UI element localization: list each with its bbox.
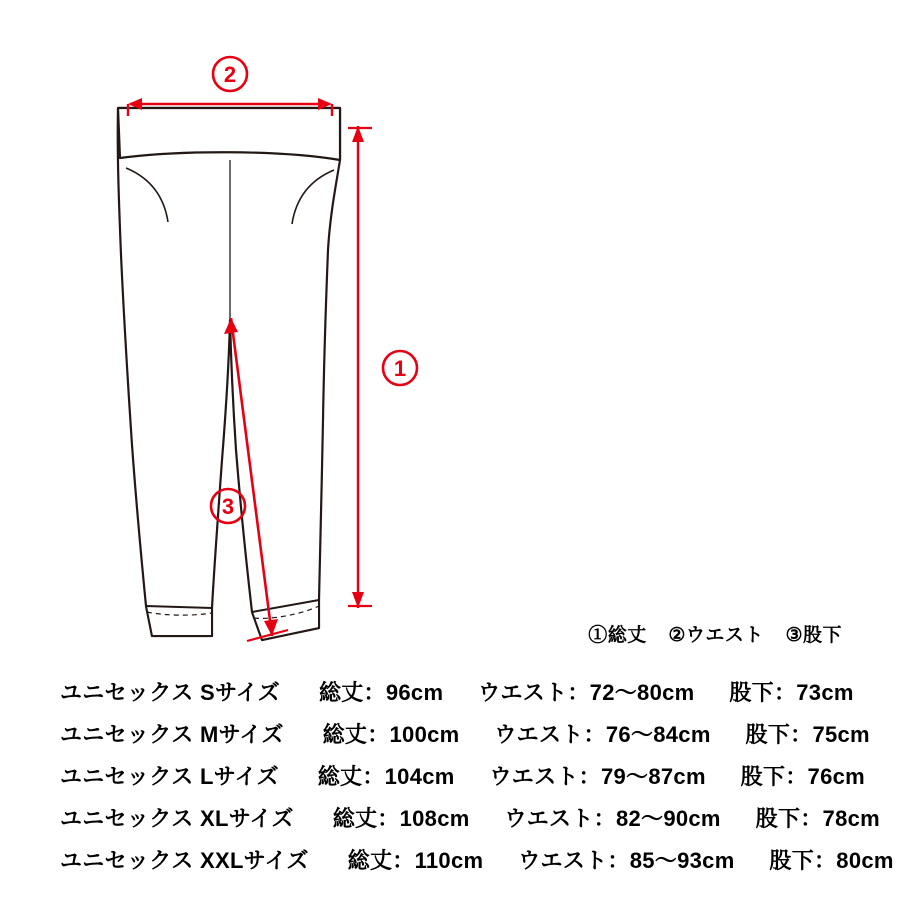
legend-item-waist: ②ウエスト bbox=[668, 625, 764, 646]
legend-item-inseam: ③股下 bbox=[785, 625, 842, 646]
inseam-value: 股下：73cm bbox=[729, 680, 854, 705]
svg-text:3: 3 bbox=[221, 494, 235, 519]
size-label: ユニセックス Mサイズ bbox=[60, 722, 284, 747]
table-row bbox=[0, 714, 900, 756]
total-length-value: 総丈：96cm bbox=[318, 680, 444, 705]
total-length-measure-arrow bbox=[348, 126, 372, 608]
svg-text:2: 2 bbox=[223, 62, 237, 87]
table-row bbox=[0, 840, 900, 882]
total-length-value: 総丈：104cm bbox=[317, 764, 455, 789]
size-label: ユニセックス Lサイズ bbox=[60, 764, 279, 789]
size-label: ユニセックス XLサイズ bbox=[60, 806, 294, 831]
waist-value: ウエスト：82〜90cm bbox=[504, 806, 721, 831]
inseam-value: 股下：75cm bbox=[745, 722, 870, 747]
waist-value: ウエスト：76〜84cm bbox=[494, 722, 711, 747]
table-row bbox=[0, 798, 900, 840]
size-label: ユニセックス XXLサイズ bbox=[60, 848, 309, 873]
marker-total-length bbox=[383, 351, 417, 385]
marker-waist bbox=[213, 57, 247, 91]
waist-value: ウエスト：79〜87cm bbox=[489, 764, 706, 789]
total-length-value: 総丈：108cm bbox=[332, 806, 470, 831]
size-label: ユニセックス Sサイズ bbox=[60, 680, 281, 705]
size-table bbox=[0, 672, 900, 882]
table-row bbox=[0, 672, 900, 714]
legend bbox=[588, 620, 842, 647]
waist-value: ウエスト：72〜80cm bbox=[478, 680, 695, 705]
garment-outline bbox=[118, 108, 340, 640]
total-length-value: 総丈：110cm bbox=[347, 848, 484, 873]
inseam-value: 股下：80cm bbox=[769, 848, 894, 873]
waist-value: ウエスト：85〜93cm bbox=[518, 848, 735, 873]
total-length-value: 総丈：100cm bbox=[322, 722, 460, 747]
inseam-value: 股下：78cm bbox=[755, 806, 881, 831]
svg-text:1: 1 bbox=[393, 356, 407, 381]
table-row bbox=[0, 756, 900, 798]
legend-item-total-length: ①総丈 bbox=[588, 625, 647, 646]
inseam-value: 股下：76cm bbox=[740, 764, 866, 789]
